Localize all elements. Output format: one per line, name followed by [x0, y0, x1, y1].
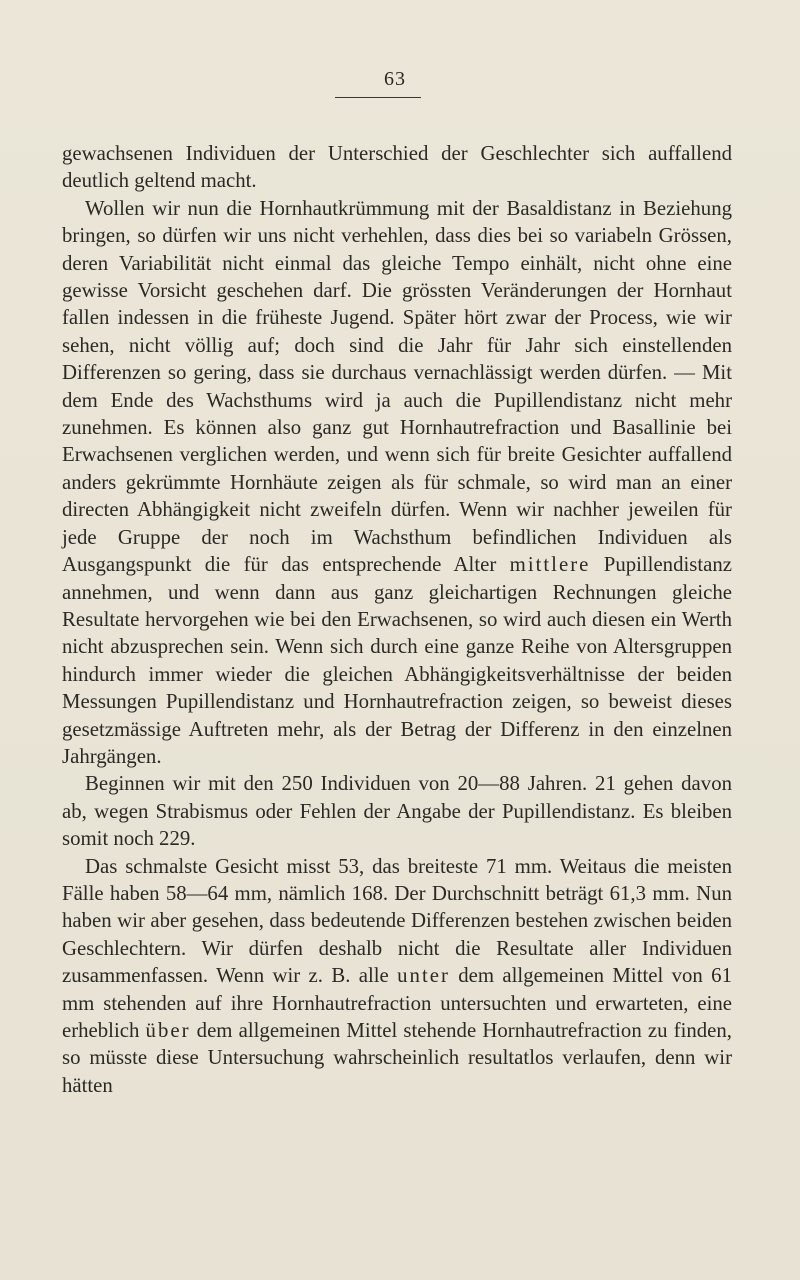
text-segment: Das schmalste Gesicht misst 53, das breiteste 71 mm. Weitaus die meisten Fälle haben 58—64 mm, nämlich 168. Der Durchschnitt beträgt 61,3 mm. Nun haben wir aber gesehen, dass bedeutende Differenzen bestehen zwischen beiden Geschlechtern. Wir dürfen deshalb nicht die Resultate aller Individuen zusammenfassen. Wenn wir z. B. alle — [62, 854, 732, 988]
paragraph — [62, 140, 732, 195]
paragraph — [62, 195, 732, 771]
text-segment: dem allgemeinen Mittel stehende Hornhautrefraction zu finden, so müsste diese Untersuchung wahrscheinlich resultatlos verlaufen, denn wir hätten — [62, 1019, 733, 1097]
page-number-rule — [335, 97, 421, 98]
text-segment: Pupillendistanz annehmen, und wenn dann aus ganz gleichartigen Rechnungen gleiche Resultate hervorgehen wie bei den Erwachsenen, so wird auch diesen ein Werth nicht abzusprechen sein. Wenn sich durch eine ganze Reihe von Altersgruppen hindurch immer wieder die gleichen Abhängigkeitsverhältnisse der beiden Messungen Pupillendistanz und Hornhautrefraction zeigen, so beweist dieses gesetzmässige Auftreten mehr, als der Betrag der Differenz in den einzelnen Jahrgängen. — [62, 553, 732, 768]
text-segment: Wollen wir nun die Hornhautkrümmung mit der Basaldistanz in Beziehung bringen, so dürfen wir uns nicht verhehlen, dass dies bei so variabeln Grössen, deren Variabilität nicht einmal das gleiche Tempo einhält, nicht ohne eine gewisse Vorsicht geschehen darf. Die grössten Veränderungen der Hornhaut fallen indessen in die früheste Jugend. Später hört zwar der Process, wie wir sehen, nicht völlig auf; doch sind die Jahr für Jahr sich einstellenden Differenzen so gering, dass sie durchaus vernachlässigt werden dürfen. — Mit dem Ende des Wachsthums wird ja auch die Pupillendistanz nicht mehr zunehmen. Es können also ganz gut Hornhautrefraction und Basallinie bei Erwachsenen verglichen werden, und wenn sich für breite Gesichter auffallend anders gekrümmte Hornhäute zeigen als für schmale, so wird man an einer directen Abhängigkeit nicht zweifeln dürfen. Wenn wir nachher jeweilen für jede Gruppe der noch im Wachsthum befindlichen Individuen als Ausgangspunkt die für das entsprechende Alter — [62, 196, 732, 577]
text-segment: Beginnen wir mit den 250 Individuen von 20—88 Jahren. 21 gehen davon ab, wegen Strabismus oder Fehlen der Angabe der Pupillendistanz. Es bleiben somit noch 229. — [62, 772, 732, 851]
emphasized-text: über — [145, 1019, 191, 1042]
paragraph — [62, 853, 732, 1100]
paragraph — [62, 770, 732, 852]
body-text — [62, 140, 732, 1099]
emphasized-text: unter — [397, 964, 450, 988]
emphasized-text: mittlere — [509, 553, 591, 577]
text-segment: dem allgemeinen Mittel von 61 mm stehenden auf ihre Hornhautrefraction untersuchten und erwarteten, eine erheblich — [62, 964, 732, 1042]
page-number: 63 — [384, 68, 406, 90]
text-segment: gewachsenen Individuen der Unterschied der Geschlechter sich auffallend deutlich geltend macht. — [62, 142, 732, 193]
